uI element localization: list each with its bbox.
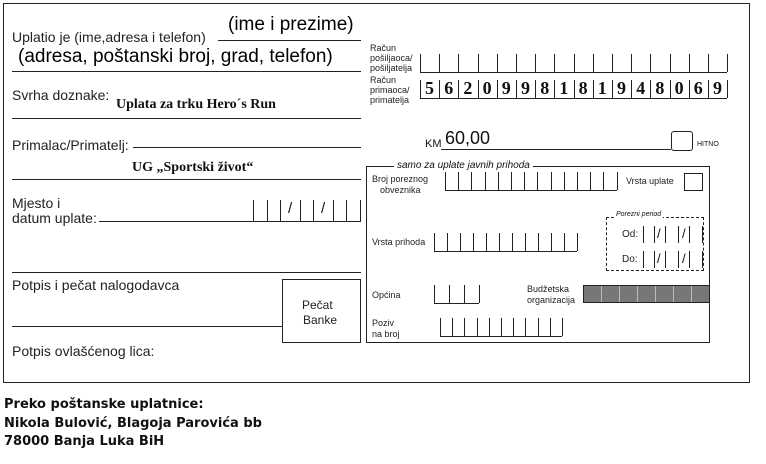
payer-signature-line[interactable]: [12, 326, 282, 327]
field-divider: [577, 233, 578, 251]
account-digit: 2: [463, 78, 473, 98]
field-divider: [727, 80, 728, 98]
field-divider: [727, 54, 728, 72]
bank-stamp-line2: Banke: [303, 313, 338, 327]
date-divider: [313, 200, 314, 221]
field-baseline: [420, 72, 727, 73]
recipient-account-label-3: primatelja: [370, 95, 410, 105]
separator-line: [12, 272, 361, 273]
authorized-signature-label: Potpis ovlašćenog lica:: [12, 343, 155, 359]
reference-label-1: Poziv: [372, 318, 395, 328]
account-digit: 8: [540, 78, 550, 98]
recipient-account-label-2: primaoca/: [370, 85, 410, 95]
field-baseline: [434, 303, 479, 304]
payer-name-line: [218, 40, 361, 41]
field-baseline: [445, 190, 617, 191]
field-divider: [650, 54, 651, 72]
account-digit: 0: [674, 78, 684, 98]
field-divider: [511, 172, 512, 190]
public-revenue-title: samo za uplate javnih prihoda: [394, 160, 533, 171]
field-divider: [612, 54, 613, 72]
payment-type-box[interactable]: [684, 173, 703, 191]
field-divider: [473, 233, 474, 251]
tax-period-label: Porezni period: [616, 211, 662, 218]
field-divider: [562, 318, 563, 336]
municipality-label: Općina: [372, 290, 401, 300]
date-divider: [267, 200, 268, 221]
urgent-label: HITNO: [697, 141, 719, 148]
payer-address-value[interactable]: (adresa, poštanski broj, grad, telefon): [18, 46, 333, 67]
recipient-line: [133, 147, 361, 148]
field-divider: [564, 172, 565, 190]
period-divider: [702, 251, 703, 268]
field-divider: [486, 233, 487, 251]
field-divider: [603, 172, 604, 190]
period-divider: [689, 251, 690, 268]
field-divider: [445, 172, 446, 190]
period-divider: [654, 226, 655, 243]
budget-divider: [637, 286, 638, 302]
period-separator: /: [657, 226, 661, 241]
place-date-line[interactable]: [99, 221, 361, 222]
budget-divider: [691, 286, 692, 302]
tax-payer-label-2: obveznika: [380, 185, 421, 195]
field-divider: [434, 285, 435, 303]
reference-label-2: na broj: [372, 329, 400, 339]
field-divider: [452, 318, 453, 336]
field-divider: [550, 318, 551, 336]
field-divider: [458, 54, 459, 72]
field-divider: [617, 172, 618, 190]
field-divider: [440, 318, 441, 336]
recipient-label: Primalac/Primatelj:: [12, 137, 129, 153]
urgent-checkbox[interactable]: [671, 131, 693, 151]
sender-account-label-3: pošiljatelja: [370, 63, 413, 73]
field-divider: [554, 54, 555, 72]
field-divider: [464, 318, 465, 336]
footer-line-2: Nikola Bulović, Blagoja Parovića bb: [4, 416, 262, 431]
period-separator: /: [682, 226, 686, 241]
period-divider: [643, 251, 644, 268]
account-digit: 6: [444, 78, 454, 98]
field-divider: [501, 318, 502, 336]
budget-org-label-2: organizacija: [527, 295, 576, 305]
field-divider: [524, 172, 525, 190]
field-divider: [593, 54, 594, 72]
field-divider: [689, 54, 690, 72]
field-divider: [538, 233, 539, 251]
amount-line: [441, 149, 671, 150]
account-digit: 6: [693, 78, 703, 98]
field-baseline: [434, 251, 577, 252]
account-digit: 9: [521, 78, 530, 98]
period-divider: [678, 226, 679, 243]
field-divider: [434, 233, 435, 251]
account-digit: 4: [636, 78, 646, 98]
payer-signature-label: Potpis i pečat nalogodavca: [12, 277, 180, 293]
field-divider: [447, 233, 448, 251]
field-divider: [551, 172, 552, 190]
period-separator: /: [682, 251, 686, 266]
field-divider: [538, 318, 539, 336]
date-divider: [346, 200, 347, 221]
sender-account-label-1: Račun: [370, 43, 397, 53]
field-divider: [577, 172, 578, 190]
period-divider: [643, 226, 644, 243]
field-divider: [525, 318, 526, 336]
field-divider: [479, 285, 480, 303]
date-divider: [280, 200, 281, 221]
account-digit: 1: [597, 78, 607, 98]
field-divider: [513, 318, 514, 336]
period-divider: [689, 226, 690, 243]
field-divider: [525, 233, 526, 251]
field-divider: [670, 54, 671, 72]
sender-account-label-2: pošiljaoca/: [370, 53, 413, 63]
field-divider: [512, 233, 513, 251]
field-divider: [551, 233, 552, 251]
purpose-line: [12, 118, 361, 119]
payer-label: Uplatio je (ime,adresa i telefon): [12, 29, 206, 45]
purpose-value[interactable]: Uplata za trku Hero´s Run: [116, 97, 276, 112]
period-divider: [654, 251, 655, 268]
field-divider: [708, 54, 709, 72]
field-divider: [420, 54, 421, 72]
period-divider: [678, 251, 679, 268]
revenue-type-label: Vrsta prihoda: [372, 237, 426, 247]
budget-org-label-1: Budžetska: [527, 284, 570, 294]
amount-value[interactable]: 60,00: [445, 128, 491, 148]
account-digit: 8: [578, 78, 588, 98]
field-divider: [485, 172, 486, 190]
payment-type-label: Vrsta uplate: [626, 176, 674, 186]
period-divider: [702, 226, 703, 243]
field-divider: [464, 285, 465, 303]
from-label: Od:: [622, 229, 639, 240]
account-digit: 1: [559, 78, 569, 98]
field-divider: [477, 318, 478, 336]
purpose-label: Svrha doznake:: [12, 87, 110, 103]
recipient-account-label-1: Račun: [370, 75, 397, 85]
period-separator: /: [657, 251, 661, 266]
field-divider: [458, 172, 459, 190]
field-baseline: [440, 336, 562, 337]
field-divider: [499, 233, 500, 251]
field-divider: [471, 172, 472, 190]
field-divider: [590, 172, 591, 190]
account-digit: 9: [617, 78, 626, 98]
field-divider: [439, 54, 440, 72]
place-date-label-2: datum uplate:: [12, 210, 97, 226]
field-divider: [478, 54, 479, 72]
field-divider: [564, 233, 565, 251]
period-divider: [665, 251, 666, 268]
budget-divider: [655, 286, 656, 302]
field-divider: [449, 285, 450, 303]
date-separator: /: [321, 200, 326, 217]
field-divider: [631, 54, 632, 72]
account-digit: 9: [501, 78, 511, 98]
date-separator: /: [288, 200, 293, 217]
budget-divider: [601, 286, 602, 302]
budget-divider: [673, 286, 674, 302]
budget-divider: [619, 286, 620, 302]
recipient-line-2: [12, 179, 361, 180]
tax-payer-label-1: Broj poreznog: [372, 174, 429, 184]
field-divider: [460, 233, 461, 251]
account-digit: 8: [655, 78, 665, 98]
date-divider: [360, 200, 361, 221]
footer-line-3: 78000 Banja Luka BiH: [4, 434, 165, 449]
payer-address-line: [12, 71, 361, 72]
date-divider: [300, 200, 301, 221]
date-divider: [333, 200, 334, 221]
account-digit: 5: [425, 78, 434, 98]
bank-stamp-line1: Pečat: [302, 298, 333, 312]
account-digit: 9: [713, 78, 722, 98]
field-divider: [498, 172, 499, 190]
footer-line-1: Preko poštanske uplatnice:: [4, 397, 204, 412]
place-date-label-1: Mjesto i: [12, 195, 61, 211]
field-divider: [574, 54, 575, 72]
date-divider: [253, 200, 254, 221]
payer-name-value[interactable]: (ime i prezime): [228, 14, 354, 35]
field-divider: [497, 54, 498, 72]
field-divider: [516, 54, 517, 72]
account-digit: 0: [482, 78, 492, 98]
amount-currency: KM: [425, 138, 442, 150]
recipient-value[interactable]: UG „Sportski život“: [132, 160, 254, 175]
field-divider: [489, 318, 490, 336]
to-label: Do:: [622, 254, 638, 265]
period-divider: [665, 226, 666, 243]
field-divider: [535, 54, 536, 72]
field-divider: [537, 172, 538, 190]
